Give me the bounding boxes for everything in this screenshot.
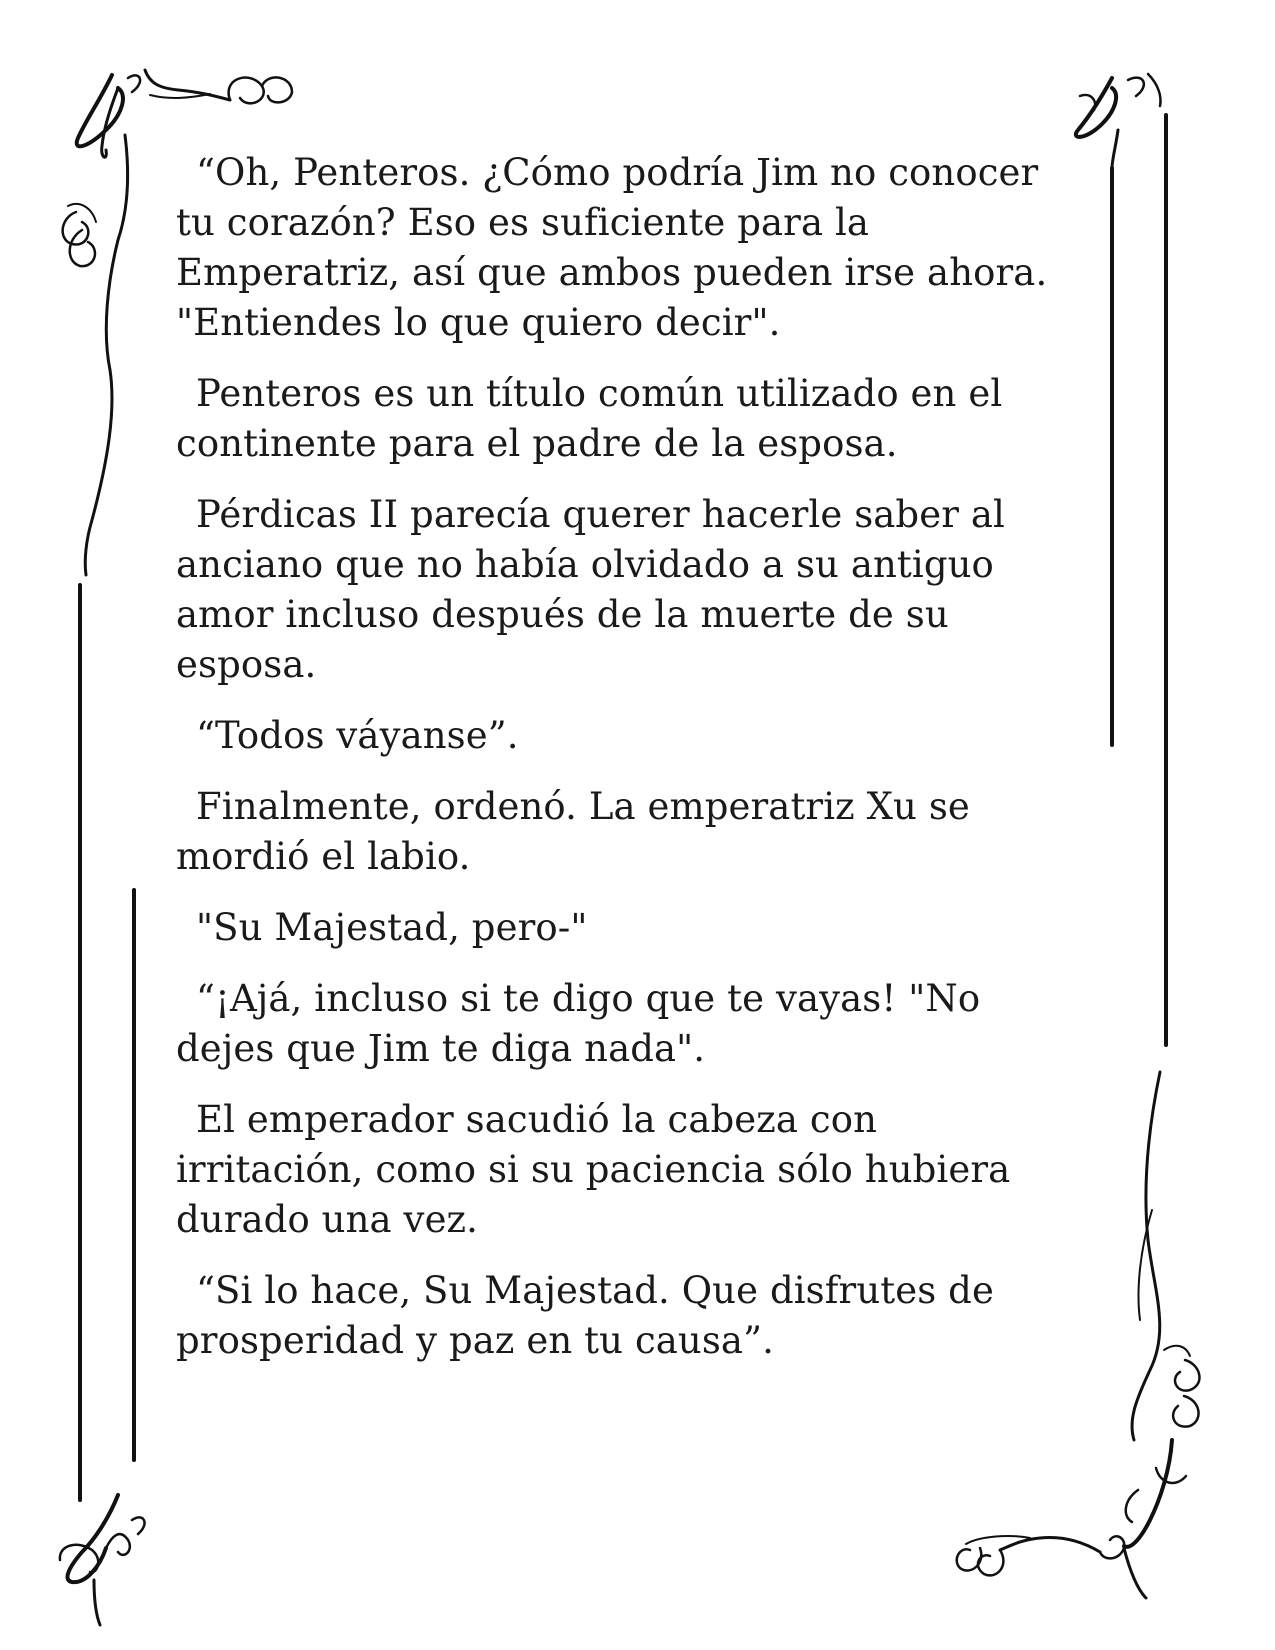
text-line: tu corazón? Eso es suficiente para la [176,201,870,244]
paragraph-4 [176,711,1076,761]
text-line: “Si lo hace, Su Majestad. Que disfrutes de [196,1269,994,1312]
paragraph-1 [176,148,1076,348]
paragraph-2 [176,369,1076,469]
text-line: esposa. [176,643,317,686]
text-line: Pérdicas II parecía querer hacerle saber al [196,493,1005,536]
text-line: Penteros es un título común utilizado en el [196,372,1003,415]
text-line: El emperador sacudió la cabeza con [196,1098,878,1141]
text-line: "Entiendes lo que quiero decir". [176,301,781,344]
text-line: durado una vez. [176,1198,479,1241]
paragraph-6 [176,903,1076,953]
text-line: “Oh, Penteros. ¿Cómo podría Jim no conocer [196,151,1039,194]
text-line: anciano que no había olvidado a su antiguo [176,543,994,586]
paragraph-3 [176,490,1076,690]
paragraph-9 [176,1266,1076,1366]
text-line: irritación, como si su paciencia sólo hubiera [176,1148,1011,1191]
text-line: Finalmente, ordenó. La emperatriz Xu se [196,785,970,828]
bottom-left-flourish-icon [60,1495,145,1625]
paragraph-8 [176,1095,1076,1245]
text-line: continente para el padre de la esposa. [176,422,898,465]
text-line: mordió el labio. [176,835,471,878]
text-line: “¡Ajá, incluso si te digo que te vayas! "No [196,977,981,1020]
paragraph-5 [176,782,1076,882]
text-line: prosperidad y paz en tu causa”. [176,1319,774,1362]
text-line: Emperatriz, así que ambos pueden irse ahora. [176,251,1048,294]
text-line: "Su Majestad, pero-" [196,906,588,949]
top-right-flourish-icon [1076,74,1161,168]
story-text [176,148,1076,1387]
paragraph-7 [176,974,1076,1074]
text-line: amor incluso después de la muerte de su [176,593,949,636]
text-line: dejes que Jim te diga nada". [176,1027,706,1070]
text-line: “Todos váyanse”. [196,714,519,757]
